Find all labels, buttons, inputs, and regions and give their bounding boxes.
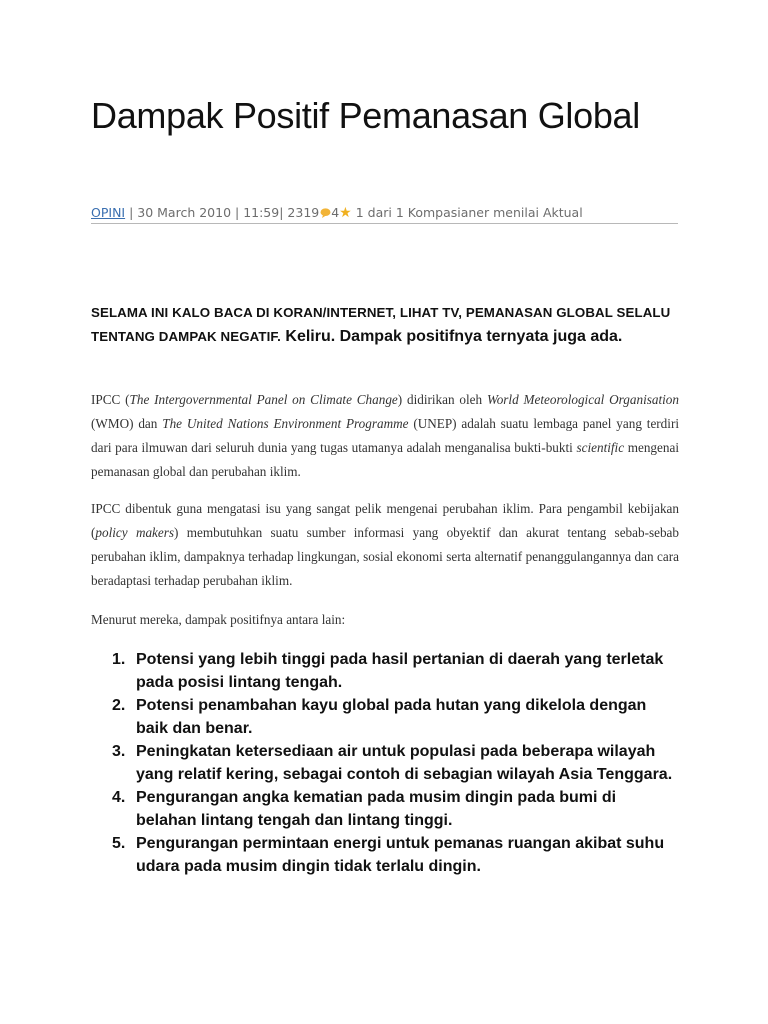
paragraph-ipcc-purpose bbox=[91, 497, 679, 593]
list-item-text: Peningkatan ketersediaan air untuk populasi pada beberapa wilayah yang relatif kering, sebagai contoh di sebagian wilayah Asia Tenggara. bbox=[136, 743, 673, 783]
positive-impacts-list bbox=[91, 648, 679, 878]
view-count: 2319 bbox=[283, 205, 320, 220]
text-run-italic: The United Nations Environment Programme bbox=[162, 416, 409, 431]
text-run-italic: The Intergovernmental Panel on Climate Change bbox=[129, 392, 398, 407]
lead-rest: Keliru. Dampak positifnya ternyata juga ada. bbox=[280, 328, 623, 345]
comment-icon[interactable] bbox=[320, 208, 331, 218]
list-number: 2. bbox=[112, 697, 126, 714]
list-number: 4. bbox=[112, 789, 126, 806]
comment-count[interactable]: 4 bbox=[331, 205, 340, 220]
text-run: ) didirikan oleh bbox=[397, 392, 487, 407]
list-item bbox=[112, 648, 679, 694]
list-item-text: Pengurangan angka kematian pada musim dingin pada bumi di belahan lintang tengah dan lintang tinggi. bbox=[136, 789, 617, 829]
category-link[interactable]: OPINI bbox=[91, 205, 126, 220]
text-run: (UNEP) adalah suatu lembaga panel yang terdiri dari para ilmuwan dari seluruh dunia yang tugas utamanya adalah menganalisa bukti-bukti bbox=[91, 416, 679, 455]
star-icon[interactable]: ★ bbox=[339, 205, 352, 221]
list-number: 5. bbox=[112, 835, 126, 852]
list-item bbox=[112, 740, 679, 786]
article-title: Dampak Positif Pemanasan Global bbox=[91, 95, 640, 136]
text-run: (WMO) dan bbox=[91, 416, 163, 431]
list-item bbox=[112, 694, 679, 740]
list-item-text: Potensi penambahan kayu global pada hutan yang dikelola dengan baik dan benar. bbox=[136, 697, 647, 737]
list-item bbox=[112, 786, 679, 832]
list-number: 3. bbox=[112, 743, 126, 760]
rating-text: 1 dari 1 Kompasianer menilai Aktual bbox=[351, 205, 583, 220]
lead-caps: SELAMA INI KALO BACA DI KORAN/INTERNET, LIHAT TV, PEMANASAN GLOBAL SELALU TENTANG DAMPAK NEGATIF. bbox=[91, 305, 671, 344]
article-meta bbox=[91, 204, 678, 224]
text-run: IPCC dibentuk guna mengatasi isu yang sangat pelik mengenai perubahan iklim. Para pengambil kebijakan ( bbox=[91, 501, 679, 540]
text-run: IPCC ( bbox=[91, 392, 130, 407]
list-item bbox=[112, 832, 679, 878]
text-run: ) membutuhkan suatu sumber informasi yang obyektif dan akurat tentang sebab-sebab perubahan iklim, dampaknya terhadap lingkungan, sosial ekonomi serta alternatif penanggulangannya dan cara beradaptasi terhadap perubahan iklim. bbox=[91, 525, 679, 588]
meta-divider: | bbox=[279, 205, 284, 220]
paragraph-ipcc-intro bbox=[91, 388, 679, 484]
article-date: | 30 March 2010 | 11:59 bbox=[125, 205, 280, 220]
text-run-italic: scientific bbox=[576, 440, 625, 455]
list-item-text: Potensi yang lebih tinggi pada hasil pertanian di daerah yang terletak pada posisi lintang tengah. bbox=[136, 651, 664, 691]
paragraph-list-intro: Menurut mereka, dampak positifnya antara lain: bbox=[91, 612, 346, 627]
text-run-italic: policy makers bbox=[95, 525, 175, 540]
list-item-text: Pengurangan permintaan energi untuk pemanas ruangan akibat suhu udara pada musim dingin tidak terlalu dingin. bbox=[136, 835, 665, 875]
list-number: 1. bbox=[112, 651, 126, 668]
text-run-italic: World Meteorological Organisation bbox=[486, 392, 679, 407]
text-run: mengenai pemanasan global dan perubahan iklim. bbox=[91, 440, 679, 479]
lead-paragraph bbox=[91, 301, 679, 349]
